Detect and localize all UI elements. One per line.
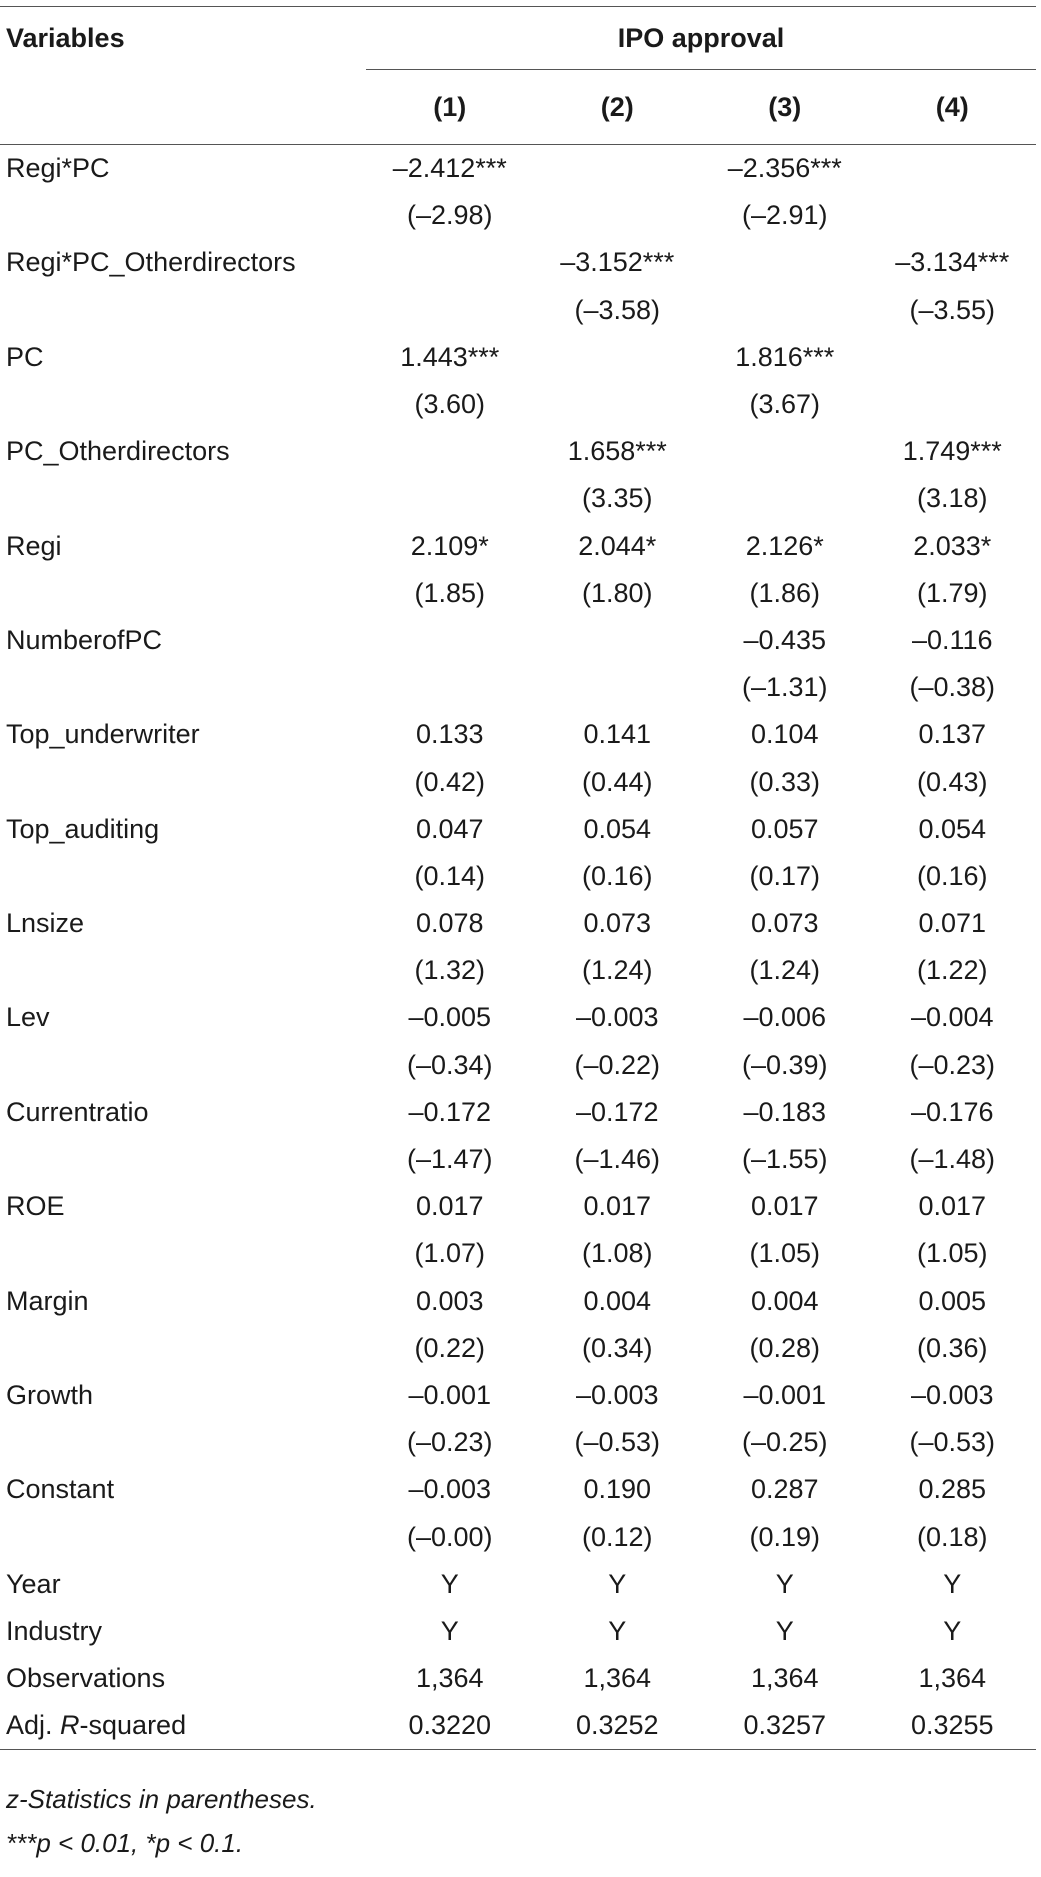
coefficient-cell: –0.435 (743, 624, 827, 655)
table-row-stat (0, 1419, 1036, 1466)
variable-label: Top_auditing (6, 813, 160, 844)
summary-label: Industry (6, 1615, 103, 1646)
variable-label: PC_Otherdirectors (6, 436, 230, 467)
z-statistic-cell (701, 475, 869, 522)
coefficient-cell (701, 428, 869, 475)
variable-label: Lev (6, 1002, 50, 1033)
coefficient-cell: 0.190 (583, 1474, 652, 1505)
z-statistic-cell: (0.22) (414, 1332, 486, 1363)
z-statistic-cell: (–1.55) (741, 1144, 828, 1175)
variable-label: Currentratio (6, 1096, 149, 1127)
blank-label-cell (0, 664, 366, 711)
table-row-stat (0, 192, 1036, 239)
z-statistic-cell: (–1.46) (574, 1144, 661, 1175)
z-statistic-cell: (1.80) (581, 577, 653, 608)
regression-table (0, 6, 1036, 1750)
z-statistic-cell: (1.05) (916, 1238, 988, 1269)
column-header-2: (2) (534, 70, 702, 145)
coefficient-cell: 1.443*** (400, 341, 500, 372)
blank-label-cell (0, 1042, 366, 1089)
note-z-statistics: z-Statistics in parentheses. (6, 1784, 317, 1814)
coefficient-cell: 0.054 (918, 813, 987, 844)
adj-r-italic: R (60, 1710, 80, 1741)
z-statistic-cell: (3.60) (414, 389, 486, 420)
z-statistic-cell: (1.24) (749, 955, 821, 986)
z-statistic-cell: (0.12) (581, 1521, 653, 1552)
table-row-stat (0, 570, 1036, 617)
z-statistic-cell: (–0.22) (574, 1049, 661, 1080)
z-statistic-cell: (–1.48) (909, 1144, 996, 1175)
summary-value: Y (608, 1615, 627, 1646)
coefficient-cell: –0.003 (575, 1379, 659, 1410)
blank-label-cell (0, 1136, 366, 1183)
coefficient-cell (366, 617, 534, 664)
summary-value: Y (943, 1568, 962, 1599)
z-statistic-cell: (3.18) (916, 483, 988, 514)
coefficient-cell: 0.054 (583, 813, 652, 844)
blank-label-cell (0, 475, 366, 522)
coefficient-cell: 0.137 (918, 719, 987, 750)
z-statistic-cell: (1.85) (414, 577, 486, 608)
adj-r-squared-label (0, 1702, 366, 1750)
z-statistic-cell: (0.33) (749, 766, 821, 797)
variable-label: Growth (6, 1379, 94, 1410)
z-statistic-cell: (–3.58) (574, 294, 661, 325)
coefficient-cell: 0.073 (750, 908, 819, 939)
z-statistic-cell (534, 664, 702, 711)
coefficient-cell: 0.071 (918, 908, 987, 939)
table-row-stat (0, 475, 1036, 522)
column-header-4: (4) (869, 70, 1037, 145)
z-statistic-cell: (0.36) (916, 1332, 988, 1363)
table-row-stat (0, 1230, 1036, 1277)
note-significance: ***p < 0.01, *p < 0.1. (6, 1828, 244, 1858)
table-row (0, 1183, 1036, 1230)
z-statistic-cell: (0.18) (916, 1521, 988, 1552)
summary-value: 1,364 (750, 1663, 819, 1694)
adj-r-squared-value: 0.3220 (366, 1702, 534, 1750)
coefficient-cell: 0.005 (918, 1285, 987, 1316)
table-row-stat (0, 1042, 1036, 1089)
coefficient-cell: 0.047 (415, 813, 484, 844)
adj-r-squared-value: 0.3257 (701, 1702, 869, 1750)
summary-value: Y (440, 1615, 459, 1646)
variable-label: Regi*PC (6, 153, 110, 184)
table-row-stat (0, 381, 1036, 428)
z-statistic-cell: (–3.55) (909, 294, 996, 325)
summary-value: Y (440, 1568, 459, 1599)
table-row (0, 334, 1036, 381)
coefficient-cell (366, 239, 534, 286)
coefficient-cell: 2.109* (410, 530, 489, 561)
variable-label: Margin (6, 1285, 89, 1316)
z-statistic-cell: (1.05) (749, 1238, 821, 1269)
z-statistic-cell (366, 475, 534, 522)
coefficient-cell: 0.003 (415, 1285, 484, 1316)
table-row (0, 711, 1036, 758)
z-statistic-cell: (0.44) (581, 766, 653, 797)
z-statistic-cell: (–1.31) (741, 672, 828, 703)
z-statistic-cell: (0.42) (414, 766, 486, 797)
variable-label: PC (6, 341, 44, 372)
coefficient-cell (534, 617, 702, 664)
adj-r-squared-value: 0.3252 (534, 1702, 702, 1750)
z-statistic-cell: (0.28) (749, 1332, 821, 1363)
variable-label: Top_underwriter (6, 719, 200, 750)
coefficient-cell: –0.176 (910, 1096, 994, 1127)
z-statistic-cell: (–2.98) (406, 200, 493, 231)
table-row (0, 1089, 1036, 1136)
summary-value: Y (775, 1568, 794, 1599)
blank-label-cell (0, 1230, 366, 1277)
blank-label-cell (0, 570, 366, 617)
z-statistic-cell (534, 381, 702, 428)
z-statistic-cell: (1.32) (414, 955, 486, 986)
coefficient-cell: 0.133 (415, 719, 484, 750)
z-statistic-cell: (0.19) (749, 1521, 821, 1552)
coefficient-cell: 0.073 (583, 908, 652, 939)
blank-label-cell (0, 758, 366, 805)
coefficient-cell: 0.287 (750, 1474, 819, 1505)
variable-label: ROE (6, 1191, 65, 1222)
table-row-stat (0, 664, 1036, 711)
coefficient-cell: 1.816*** (735, 341, 835, 372)
z-statistic-cell: (–1.47) (406, 1144, 493, 1175)
column-header-3: (3) (701, 70, 869, 145)
summary-value: 1,364 (918, 1663, 987, 1694)
coefficient-cell (534, 334, 702, 381)
summary-value: Y (943, 1615, 962, 1646)
coefficient-cell (701, 239, 869, 286)
summary-value: Y (608, 1568, 627, 1599)
coefficient-cell: –0.001 (408, 1379, 492, 1410)
adj-prefix: Adj. (6, 1710, 61, 1741)
table-row (0, 145, 1036, 193)
table-row (0, 523, 1036, 570)
table-row-stat (0, 1513, 1036, 1560)
blank-label-cell (0, 1513, 366, 1560)
variable-label: Constant (6, 1474, 115, 1505)
z-statistic-cell: (0.14) (414, 860, 486, 891)
z-statistic-cell (366, 664, 534, 711)
coefficient-cell: –2.412*** (392, 153, 507, 184)
z-statistic-cell (701, 287, 869, 334)
coefficient-cell (869, 145, 1037, 193)
z-statistic-cell (534, 192, 702, 239)
z-statistic-cell: (–0.23) (909, 1049, 996, 1080)
header-blank-cell (0, 70, 366, 145)
table-row (0, 900, 1036, 947)
ipo-approval-header: IPO approval (366, 7, 1036, 70)
coefficient-cell: –0.172 (575, 1096, 659, 1127)
coefficient-cell: 0.104 (750, 719, 819, 750)
summary-value: Y (775, 1615, 794, 1646)
coefficient-cell: –0.183 (743, 1096, 827, 1127)
coefficient-cell: 0.017 (415, 1191, 484, 1222)
table-row-stat (0, 947, 1036, 994)
variable-label: Lnsize (6, 908, 85, 939)
coefficient-cell: –0.005 (408, 1002, 492, 1033)
z-statistic-cell: (–0.39) (741, 1049, 828, 1080)
table-row (0, 617, 1036, 664)
coefficient-cell: –0.003 (408, 1474, 492, 1505)
adj-r-squared-value: 0.3255 (869, 1702, 1037, 1750)
blank-label-cell (0, 947, 366, 994)
z-statistic-cell: (–0.25) (741, 1427, 828, 1458)
z-statistic-cell: (–0.53) (574, 1427, 661, 1458)
coefficient-cell: 0.004 (750, 1285, 819, 1316)
table-row-stat (0, 1136, 1036, 1183)
summary-row (0, 1561, 1036, 1608)
coefficient-cell: 0.017 (750, 1191, 819, 1222)
coefficient-cell: 2.033* (913, 530, 992, 561)
table-row (0, 239, 1036, 286)
blank-label-cell (0, 381, 366, 428)
z-statistic-cell: (3.35) (581, 483, 653, 514)
table-row-stat (0, 1325, 1036, 1372)
coefficient-cell (534, 145, 702, 193)
z-statistic-cell: (0.17) (749, 860, 821, 891)
coefficient-cell: –0.172 (408, 1096, 492, 1127)
z-statistic-cell (366, 287, 534, 334)
coefficient-cell: 2.126* (745, 530, 824, 561)
variable-label: Regi (6, 530, 62, 561)
z-statistic-cell: (1.08) (581, 1238, 653, 1269)
table-row-stat (0, 287, 1036, 334)
coefficient-cell: 0.017 (583, 1191, 652, 1222)
z-statistic-cell: (–2.91) (741, 200, 828, 231)
z-statistic-cell: (1.86) (749, 577, 821, 608)
z-statistic-cell: (–0.53) (909, 1427, 996, 1458)
coefficient-cell (366, 428, 534, 475)
variables-header: Variables (0, 7, 366, 70)
z-statistic-cell: (0.16) (581, 860, 653, 891)
coefficient-cell: –0.001 (743, 1379, 827, 1410)
table-row (0, 1372, 1036, 1419)
z-statistic-cell: (0.43) (916, 766, 988, 797)
summary-value: 1,364 (583, 1663, 652, 1694)
coefficient-cell: –0.003 (575, 1002, 659, 1033)
z-statistic-cell: (1.22) (916, 955, 988, 986)
table-row (0, 1466, 1036, 1513)
z-statistic-cell: (1.79) (916, 577, 988, 608)
variable-label: NumberofPC (6, 624, 163, 655)
variable-label: Regi*PC_Otherdirectors (6, 247, 296, 278)
adj-suffix: -squared (79, 1710, 187, 1741)
adj-r-squared-row (0, 1702, 1036, 1750)
table-row-stat (0, 853, 1036, 900)
table-row (0, 806, 1036, 853)
coefficient-cell: 0.078 (415, 908, 484, 939)
coefficient-cell: 1.658*** (567, 436, 667, 467)
blank-label-cell (0, 853, 366, 900)
column-header-1: (1) (366, 70, 534, 145)
coefficient-cell: –2.356*** (727, 153, 842, 184)
summary-label: Observations (6, 1663, 166, 1694)
coefficient-cell (869, 334, 1037, 381)
table-row-stat (0, 758, 1036, 805)
coefficient-cell: 0.057 (750, 813, 819, 844)
summary-label: Year (6, 1568, 61, 1599)
table-row (0, 994, 1036, 1041)
z-statistic-cell: (–0.34) (406, 1049, 493, 1080)
summary-row (0, 1608, 1036, 1655)
z-statistic-cell: (0.34) (581, 1332, 653, 1363)
coefficient-cell: 0.017 (918, 1191, 987, 1222)
blank-label-cell (0, 192, 366, 239)
z-statistic-cell: (1.07) (414, 1238, 486, 1269)
z-statistic-cell: (3.67) (749, 389, 821, 420)
table-row (0, 1278, 1036, 1325)
coefficient-cell: 1.749*** (902, 436, 1002, 467)
coefficient-cell: –0.006 (743, 1002, 827, 1033)
summary-row (0, 1655, 1036, 1702)
table-row (0, 428, 1036, 475)
summary-value: 1,364 (415, 1663, 484, 1694)
coefficient-cell: 0.141 (583, 719, 652, 750)
z-statistic-cell (869, 381, 1037, 428)
z-statistic-cell: (0.16) (916, 860, 988, 891)
z-statistic-cell: (–0.00) (406, 1521, 493, 1552)
coefficient-cell: –0.116 (911, 624, 993, 655)
blank-label-cell (0, 287, 366, 334)
coefficient-cell: 2.044* (578, 530, 657, 561)
table-body (0, 145, 1036, 1750)
coefficient-cell: 0.004 (583, 1285, 652, 1316)
z-statistic-cell: (–0.23) (406, 1427, 493, 1458)
blank-label-cell (0, 1325, 366, 1372)
blank-label-cell (0, 1419, 366, 1466)
z-statistic-cell: (–0.38) (909, 672, 996, 703)
coefficient-cell: –0.004 (910, 1002, 994, 1033)
coefficient-cell: –3.152*** (560, 247, 675, 278)
z-statistic-cell: (1.24) (581, 955, 653, 986)
coefficient-cell: –0.003 (910, 1379, 994, 1410)
coefficient-cell: –3.134*** (895, 247, 1010, 278)
z-statistic-cell (869, 192, 1037, 239)
coefficient-cell: 0.285 (918, 1474, 987, 1505)
